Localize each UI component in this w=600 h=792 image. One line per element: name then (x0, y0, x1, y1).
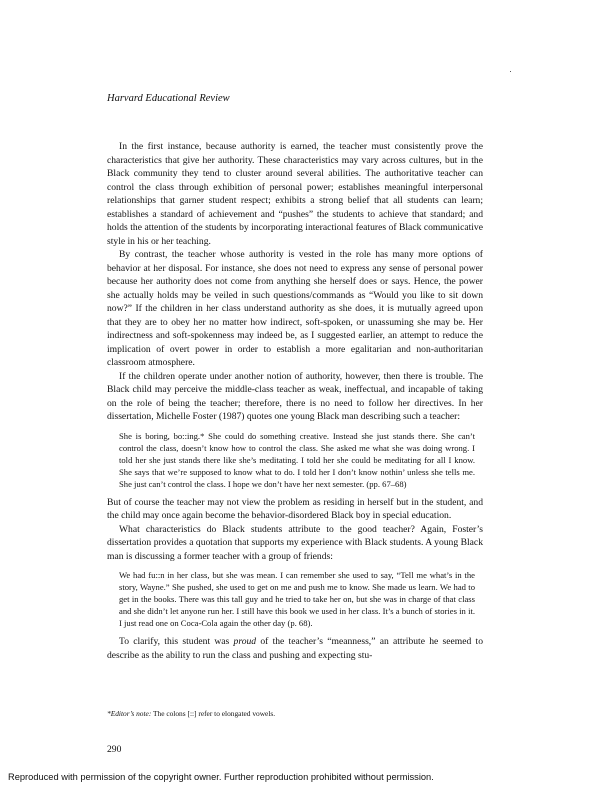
article-body (107, 140, 483, 662)
page-number: 290 (107, 744, 122, 755)
quote-text: We had fu::n in her class, but she was mean. I can remember she used to say, “Tell me what’s in the story, Wayne.” She pushed, she used to get on me and push me to know. She made us learn. We had to get in the books. There was this tall guy and he tried to take her on, but she was in charge of that class and she didn’t let anyone run her. I still have this book we used in her class. It’s a bunch of stories in it. I just read one on Coca-Cola again the other day (p. 68). (119, 570, 475, 628)
running-head: Harvard Educational Review (107, 93, 230, 104)
footnote-text: The colons [::] refer to elongated vowels. (151, 709, 276, 718)
speck-mark (510, 71, 511, 72)
paragraph-good-teacher: What characteristics do Black students attribute to the good teacher? Again, Foster’s dissertation provides a quotation that supports my experience with Black students. A young Black man is discussing a former teacher with a group of friends: (107, 523, 483, 562)
emphasis-proud: proud (233, 636, 257, 647)
paragraph-authority-earned: In the first instance, because authority is earned, the teacher must consistently prove the characteristics that give her authority. These characteristics may vary across cultures, but in the Black community they tend to cluster around several abilities. The authoritative teacher can control the class through exhibition of personal power; establishes meaningful interpersonal relationships that garner student respect; exhibits a strong belief that all students can learn; establishes a standard of achievement and “pushes” the students to achieve that standard; and holds the attention of the students by incorporating interactional features of Black communicative style in his or her teaching. (107, 141, 483, 247)
clarify-text-start: To clarify, this student was (119, 636, 234, 647)
block-quote-boring-teacher (119, 430, 475, 490)
footnote-label: *Editor’s note: (107, 709, 152, 718)
paragraph-behavior-disordered: But of course the teacher may not view the problem as residing in herself but in the student, and the child may once again become the behavior-disordered Black boy in special education. (107, 496, 483, 521)
clarify-text-end: of the teacher’s “meanness,” an attribute he seemed to describe as the ability to run the class and pushing and expecting stu- (107, 636, 483, 661)
block-quote-mean-teacher (119, 569, 475, 629)
footnote (107, 709, 487, 718)
paragraph-authority-vested: By contrast, the teacher whose authority is vested in the role has many more options of behavior at her disposal. For instance, she does not need to express any sense of personal power because her authority does not come from anything she herself does or says. Hence, the power she actually holds may be veiled in such questions/commands as “Would you like to sit down now?” If the children in her class understand authority as she does, it is mutually agreed upon that they are to obey her no matter how indirect, soft-spoken, or unassuming she may be. Her indirectness and soft-spokenness may indeed be, as I suggested earlier, an attempt to reduce the implication of overt power in order to establish a more egalitarian and non-authoritarian classroom atmosphere. (107, 249, 483, 368)
paragraph-clarify (107, 635, 483, 662)
copyright-notice: Reproduced with permission of the copyright owner. Further reproduction prohibited without permission. (8, 772, 434, 782)
paragraph-another-notion: If the children operate under another notion of authority, however, then there is trouble. The Black child may perceive the middle-class teacher as weak, ineffectual, and incapable of taking on the role of being the teacher; therefore, there is no need to follow her directives. In her dissertation, Michelle Foster (1987) quotes one young Black man describing such a teacher: (107, 370, 483, 422)
quote-text: She is boring, bo::ing.* She could do something creative. Instead she just stands there. She can’t control the class, doesn’t know how to control the class. She asked me what she was doing wrong. I told her she just stands there like she’s meditating. I told her she could be meditating for all I know. She says that we’re supposed to know what to do. I told her I don’t know nothin’ unless she tells me. She just can’t control the class. I hope we don’t have her next semester. (pp. 67–68) (119, 430, 475, 489)
